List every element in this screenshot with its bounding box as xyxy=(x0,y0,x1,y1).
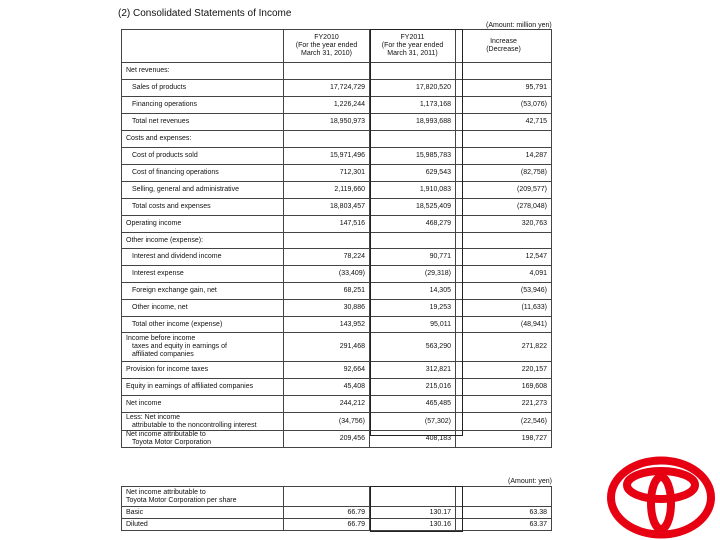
cell-v2011 xyxy=(370,233,456,249)
cell-diff: 220,157 xyxy=(456,362,552,379)
cell-v2010: 92,664 xyxy=(284,362,370,379)
row-label xyxy=(122,283,284,300)
table-row xyxy=(122,249,552,266)
row-label-line: Foreign exchange gain, net xyxy=(132,287,217,294)
table-row xyxy=(122,333,552,362)
cell-diff xyxy=(456,487,552,507)
row-label xyxy=(122,131,284,148)
cell-diff: (11,633) xyxy=(456,300,552,317)
header-change xyxy=(456,30,552,63)
row-label-line: affiliated companies xyxy=(132,351,194,358)
row-label-line: Interest and dividend income xyxy=(132,253,222,260)
statement-title: (2) Consolidated Statements of Income xyxy=(118,8,292,19)
row-label-line: taxes and equity in earnings of xyxy=(132,343,227,350)
table-row xyxy=(122,396,552,413)
cell-v2010: 17,724,729 xyxy=(284,80,370,97)
row-label-line: Cost of financing operations xyxy=(132,169,219,176)
row-label xyxy=(122,317,284,333)
cell-v2010: 45,408 xyxy=(284,379,370,396)
income-statement-table xyxy=(121,29,552,448)
row-label-line: Income before income xyxy=(126,335,196,342)
cell-v2010: 291,468 xyxy=(284,333,370,362)
cell-v2011 xyxy=(370,131,456,148)
cell-v2011: 465,485 xyxy=(370,396,456,413)
cell-v2011: 130.16 xyxy=(370,519,456,531)
row-label-line: Net income attributable to xyxy=(126,488,206,496)
header-blank xyxy=(122,30,284,63)
cell-diff xyxy=(456,131,552,148)
row-label xyxy=(122,148,284,165)
cell-v2010: 66.79 xyxy=(284,507,370,519)
row-label-line: Less: Net income xyxy=(126,413,181,421)
row-label xyxy=(122,216,284,233)
unit-label-main: (Amount: million yen) xyxy=(486,22,552,29)
row-label-line: Operating income xyxy=(126,220,182,227)
cell-v2011: 90,771 xyxy=(370,249,456,266)
cell-v2011 xyxy=(370,63,456,80)
table-row xyxy=(122,317,552,333)
cell-v2010: 143,952 xyxy=(284,317,370,333)
cell-v2010: 68,251 xyxy=(284,283,370,300)
cell-v2011: 1,910,083 xyxy=(370,182,456,199)
cell-diff: (53,076) xyxy=(456,97,552,114)
table-row xyxy=(122,97,552,114)
toyota-logo xyxy=(605,455,717,540)
table-row xyxy=(122,519,552,531)
cell-v2011: 15,985,783 xyxy=(370,148,456,165)
row-label xyxy=(122,114,284,131)
cell-v2011: 1,173,168 xyxy=(370,97,456,114)
header-change-line1: Increase xyxy=(490,38,517,45)
cell-diff: 63.37 xyxy=(456,519,552,531)
cell-v2010 xyxy=(284,63,370,80)
row-label-line: Total net revenues xyxy=(132,118,190,125)
cell-diff: (82,758) xyxy=(456,165,552,182)
cell-v2011: (29,318) xyxy=(370,266,456,283)
row-label xyxy=(122,97,284,114)
header-fy2010-line1: FY2010 xyxy=(314,34,339,41)
row-label-line: Selling, general and administrative xyxy=(132,186,240,193)
cell-diff xyxy=(456,63,552,80)
cell-diff: 12,547 xyxy=(456,249,552,266)
cell-v2011: 408,183 xyxy=(370,431,456,448)
cell-v2010: 18,950,973 xyxy=(284,114,370,131)
cell-diff: (209,577) xyxy=(456,182,552,199)
cell-v2010: (33,409) xyxy=(284,266,370,283)
cell-v2010: 18,803,457 xyxy=(284,199,370,216)
table-row xyxy=(122,114,552,131)
cell-diff: 169,608 xyxy=(456,379,552,396)
cell-diff: (53,946) xyxy=(456,283,552,300)
row-label-line: attributable to the noncontrolling interest xyxy=(132,421,257,429)
header-fy2010 xyxy=(284,30,370,63)
row-label xyxy=(122,379,284,396)
table-row xyxy=(122,63,552,80)
row-label-line: Net income xyxy=(126,400,162,407)
cell-diff: (48,941) xyxy=(456,317,552,333)
row-label-line: Net revenues: xyxy=(126,67,170,74)
cell-v2010 xyxy=(284,131,370,148)
cell-v2010: 1,226,244 xyxy=(284,97,370,114)
table-row xyxy=(122,487,552,507)
table-row xyxy=(122,507,552,519)
row-label xyxy=(122,413,284,431)
row-label xyxy=(122,396,284,413)
table-row xyxy=(122,165,552,182)
cell-diff: 42,715 xyxy=(456,114,552,131)
header-fy2011-line3: March 31, 2011) xyxy=(387,50,438,57)
header-fy2011 xyxy=(370,30,456,63)
row-label-line: Basic xyxy=(126,508,144,516)
row-label-line: Equity in earnings of affiliated companies xyxy=(126,383,254,390)
cell-v2010 xyxy=(284,487,370,507)
cell-v2010: 712,301 xyxy=(284,165,370,182)
cell-v2011: 130.17 xyxy=(370,507,456,519)
row-label-line: Total costs and expenses xyxy=(132,203,211,210)
table-row xyxy=(122,199,552,216)
cell-v2011: 18,525,409 xyxy=(370,199,456,216)
table-row xyxy=(122,131,552,148)
row-label xyxy=(122,266,284,283)
cell-v2010: 2,119,660 xyxy=(284,182,370,199)
table-row xyxy=(122,216,552,233)
header-fy2010-line2: (For the year ended xyxy=(295,42,358,49)
cell-v2011 xyxy=(370,487,456,507)
cell-v2011: 629,543 xyxy=(370,165,456,182)
table-row xyxy=(122,266,552,283)
row-label xyxy=(122,63,284,80)
row-label xyxy=(122,507,284,519)
row-label-line: Cost of products sold xyxy=(132,152,198,159)
cell-diff: (278,048) xyxy=(456,199,552,216)
cell-v2011: (57,302) xyxy=(370,413,456,431)
table-row xyxy=(122,283,552,300)
row-label-line: Other income, net xyxy=(132,304,188,311)
row-label-line: Financing operations xyxy=(132,101,197,108)
cell-v2011: 468,279 xyxy=(370,216,456,233)
row-label xyxy=(122,249,284,266)
row-label xyxy=(122,431,284,448)
cell-v2011: 95,011 xyxy=(370,317,456,333)
cell-diff: 271,822 xyxy=(456,333,552,362)
cell-v2011: 14,305 xyxy=(370,283,456,300)
cell-v2011: 563,290 xyxy=(370,333,456,362)
row-label-line: Interest expense xyxy=(132,270,184,277)
row-label-line: Other income (expense): xyxy=(126,236,204,244)
toyota-emblem-icon xyxy=(611,461,711,535)
cell-v2010: 15,971,496 xyxy=(284,148,370,165)
row-label-line: Costs and expenses: xyxy=(126,135,192,142)
cell-diff: 320,763 xyxy=(456,216,552,233)
cell-v2010: 244,212 xyxy=(284,396,370,413)
cell-v2010: 66.79 xyxy=(284,519,370,531)
table-row xyxy=(122,233,552,249)
cell-v2010 xyxy=(284,233,370,249)
cell-v2011: 17,820,520 xyxy=(370,80,456,97)
row-label xyxy=(122,362,284,379)
cell-v2010: 78,224 xyxy=(284,249,370,266)
row-label-line: Toyota Motor Corporation per share xyxy=(126,496,237,504)
table-row xyxy=(122,362,552,379)
cell-v2010: 30,886 xyxy=(284,300,370,317)
per-share-table xyxy=(121,486,552,531)
table-row xyxy=(122,148,552,165)
table-row xyxy=(122,413,552,431)
cell-diff xyxy=(456,233,552,249)
table-row xyxy=(122,300,552,317)
table-row xyxy=(122,431,552,448)
row-label-line: Sales of products xyxy=(132,84,187,91)
unit-label-per-share: (Amount: yen) xyxy=(508,478,552,485)
row-label xyxy=(122,165,284,182)
cell-v2010: 147,516 xyxy=(284,216,370,233)
cell-v2011: 18,993,688 xyxy=(370,114,456,131)
row-label xyxy=(122,80,284,97)
row-label-line: Net income attributable to xyxy=(126,431,206,438)
row-label xyxy=(122,233,284,249)
row-label-line: Total other income (expense) xyxy=(132,320,223,328)
header-fy2011-line1: FY2011 xyxy=(400,34,425,41)
cell-v2011: 215,016 xyxy=(370,379,456,396)
cell-diff: (22,546) xyxy=(456,413,552,431)
cell-diff: 221,273 xyxy=(456,396,552,413)
cell-diff: 198,727 xyxy=(456,431,552,448)
row-label xyxy=(122,487,284,507)
cell-v2010: 209,456 xyxy=(284,431,370,448)
row-label-line: Provision for income taxes xyxy=(126,366,209,373)
header-change-line2: (Decrease) xyxy=(486,46,521,53)
row-label xyxy=(122,333,284,362)
row-label xyxy=(122,182,284,199)
row-label xyxy=(122,300,284,317)
header-fy2011-line2: (For the year ended xyxy=(381,42,444,49)
cell-v2011: 312,821 xyxy=(370,362,456,379)
cell-v2011: 19,253 xyxy=(370,300,456,317)
cell-diff: 14,287 xyxy=(456,148,552,165)
cell-v2010: (34,756) xyxy=(284,413,370,431)
table-row xyxy=(122,182,552,199)
row-label-line: Diluted xyxy=(126,520,148,528)
cell-diff: 4,091 xyxy=(456,266,552,283)
cell-diff: 95,791 xyxy=(456,80,552,97)
header-fy2010-line3: March 31, 2010) xyxy=(301,50,352,57)
table-row xyxy=(122,80,552,97)
row-label xyxy=(122,519,284,531)
table-row xyxy=(122,379,552,396)
row-label xyxy=(122,199,284,216)
cell-diff: 63.38 xyxy=(456,507,552,519)
row-label-line: Toyota Motor Corporation xyxy=(132,439,211,446)
